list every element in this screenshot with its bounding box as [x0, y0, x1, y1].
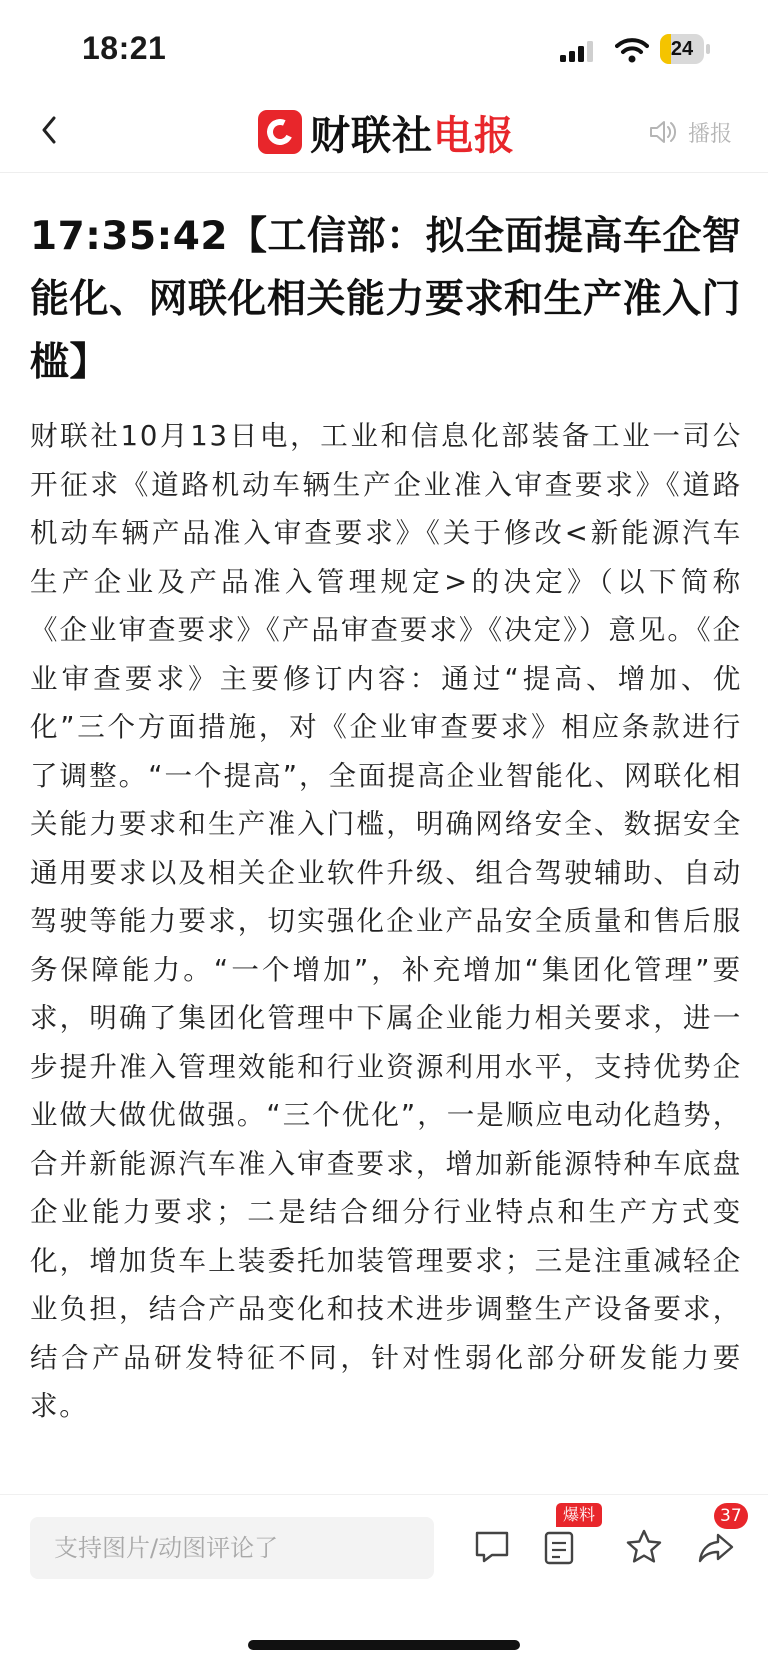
logo-text — [310, 104, 515, 161]
broadcast-label: 播报 — [688, 121, 733, 147]
baoliao-icon[interactable] — [540, 1527, 580, 1567]
comment-icon[interactable] — [472, 1527, 512, 1567]
back-arrow-icon[interactable] — [34, 110, 64, 150]
home-indicator — [248, 1640, 520, 1650]
baoliao-tag: 爆料 — [556, 1503, 602, 1527]
cellular-signal-icon — [560, 40, 600, 64]
broadcast-button[interactable] — [648, 114, 732, 150]
wifi-icon — [615, 36, 649, 64]
share-count-badge: 37 — [714, 1503, 748, 1529]
logo-brand: 财联社 — [310, 112, 433, 159]
logo-accent: 电报 — [433, 112, 515, 159]
bottom-bar — [0, 1494, 768, 1575]
logo-c-icon — [258, 110, 302, 154]
comment-input[interactable]: 支持图片/动图评论了 — [30, 1517, 434, 1579]
status-time: 18:21 — [82, 30, 167, 66]
article-body: 财联社10月13日电，工业和信息化部装备工业一司公开征求《道路机动车辆生产企业准入审查要求》《道路机动车辆产品准入审查要求》《关于修改<新能源汽车生产企业及产品准入管理规定>的决定》（以下简称《企业审查要求》《产品审查要求》《决定》）意见。《企业审查要求》主要修订内容：通过“提高、增加、优化”三个方面措施，对《企业审查要求》相应条款进行了调整。“一个提高”，全面提高企业智能化、网联化相关能力要求和生产准入门槛，明确网络安全、数据安全通用要求以及相关企业软件升级、组合驾驶辅助、自动驾驶等能力要求，切实强化企业产品安全质量和售后服务保障能力。“一个增加”，补充增加“集团化管理”要求，明确了集团化管理中下属企业能力相关要求，进一步提升准入管理效能和行业资源利用水平，支持优势企业做大做优做强。“三个优化”，一是顺应电动化趋势，合并新能源汽车准入审查要求，增加新能源特种车底盘企业能力要求；二是结合细分行业特点和生产方式变化，增加货车上装委托加装管理要求；三是注重减轻企业负担，结合产品变化和技术进步调整生产设备要求，结合产品研发特征不同，针对性弱化部分研发能力要求。 — [30, 420, 742, 1422]
battery-level: 24 — [670, 38, 694, 60]
article-headline: 17:35:42【工信部：拟全面提高车企智能化、网联化相关能力要求和生产准入门槛】 — [30, 214, 742, 385]
app-logo — [258, 104, 515, 160]
star-icon[interactable] — [624, 1527, 664, 1567]
share-icon[interactable] — [696, 1527, 736, 1567]
status-bar — [0, 0, 768, 100]
nav-bar — [0, 96, 768, 173]
article — [30, 205, 742, 1431]
battery-icon — [660, 34, 710, 66]
speaker-icon — [648, 118, 678, 146]
